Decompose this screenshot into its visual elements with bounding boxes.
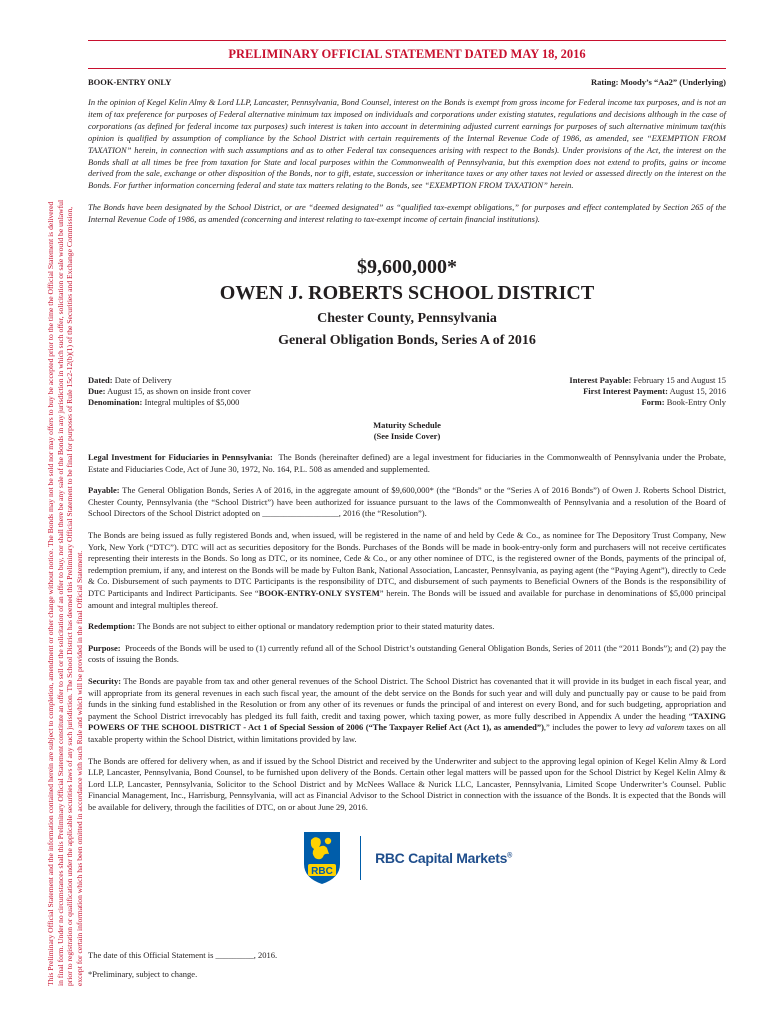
body (88, 452, 726, 813)
section-text: Proceeds of the Bonds will be used to (1) currently refund all of the School District’s outstanding General Obligation Bonds, Series of 2011 (the “2011 Bonds”); and (2) pay the costs of issuing the Bonds. (88, 642, 727, 665)
interest-value: February 15 and August 15 (633, 375, 726, 386)
official-statement-date: The date of this Official Statement is _________, 2016. (88, 950, 278, 960)
interest-label: Interest Payable: (569, 375, 632, 386)
redemption-paragraph (88, 621, 726, 633)
dated-value: Date of Delivery (114, 375, 172, 386)
brand-name (375, 850, 512, 866)
denomination-value: Integral multiples of $5,000 (144, 397, 240, 408)
shield-text: RBC (311, 865, 333, 877)
rbc-logo (88, 830, 726, 886)
tax-opinion: In the opinion of Kegel Kelin Almy & Lord LLP, Lancaster, Pennsylvania, Bond Counsel, interest on the Bonds is exempt from gross income for Federal income tax purposes, and is not an item of tax preference for purposes of Federal alternative minimum tax imposed on individuals and corporations under existing statutes, regulations and decisions although in the case of corporations (as defined for federal income tax purposes) such interest is taken into account in determining adjusted current earnings for purposes of such alternative minimum tax(this opinion is qualified by assumption of compliance by the School District with certain requirements of the Internal Revenue Code of 1986, as amended, see “EXEMPTION FROM TAXATION” herein, in connection with such assumptions and as to other Federal tax consequences arising with respect to the Bonds). Under provisions of the Act, the interest on the Bonds shall at all times be free from taxation for State and local purposes within the Commonwealth of Pennsylvania, but this exemption does not extend to profits, gains or income derived from the sale, exchange or other disposition of the Bonds, nor to gift, estate, succession or inheritance taxes or any other taxes not levied or assessed directly on the interest on the Bonds. For further information concerning federal and state tax matters relating to the Bonds, see “EXEMPTION FROM TAXATION” herein. (88, 97, 726, 191)
first-interest-label: First Interest Payment: (583, 386, 668, 397)
preliminary-footnote: *Preliminary, subject to change. (88, 969, 198, 979)
section-label: Legal Investment for Fiduciaries in Pennsylvania: (88, 452, 273, 463)
preliminary-title: PRELIMINARY OFFICIAL STATEMENT DATED MAY 18, 2016 (228, 47, 586, 61)
legal-investment-paragraph (88, 452, 726, 475)
offering-paragraph: The Bonds are offered for delivery when, as and if issued by the School District and received by the Underwriter and subject to the approving legal opinion of Kegel Kelin Almy & Lord LLP, Lancaster, Pennsylvania, Bond Counsel, to be furnished upon delivery of the Bonds. Certain other legal matters will be passed upon for the School District by Kegel Kelin Almy & Lord LLP, Lancaster, Pennsylvania, Solicitor to the School District and by McNees Wallace & Nurick LLC, Lancaster, Pennsylvania, Limited Scope Underwriter’s Counsel. Public Financial Management, Inc., Harrisburg, Pennsylvania, will act as Financial Advisor to the School District in connection with the issuance of the Bonds. It is expected that the Bonds will be available for delivery, through the facilities of DTC, on or about June 29, 2016. (88, 755, 726, 812)
maturity-schedule (88, 420, 726, 442)
dated-label: Dated: (88, 375, 113, 386)
first-interest-value: August 15, 2016 (669, 386, 726, 397)
section-text: The Bonds (hereinafter defined) are a legal investment for fiduciaries in the Commonwealth of Pennsylvania under the Probate, Estate and Fiduciaries Code, Act of June 30, 1972, No. 164, P.L. 508 as amended and supplemented. (88, 452, 726, 474)
section-emphasis: BOOK-ENTRY-ONLY SYSTEM (258, 588, 380, 598)
legend-line: prior to registration or qualification under the applicable securities laws of any such jurisdiction. The School District has deemed this Preliminary Official Statement to be final for purposes of Rule 15c2-12(b)(1) of the Securities and Exchange Commission, (65, 206, 75, 986)
section-label: Security: (88, 675, 122, 686)
section-label: Payable: (88, 485, 120, 496)
rbc-shield-icon (302, 830, 342, 886)
denomination-label: Denomination: (88, 397, 143, 408)
form-value: Book-Entry Only (666, 397, 726, 408)
header-line (88, 77, 726, 87)
purpose-paragraph (88, 643, 726, 666)
brand-text: RBC Capital Markets (375, 849, 508, 866)
title-rule (88, 68, 726, 69)
terms-block (88, 375, 726, 408)
district-name: OWEN J. ROBERTS SCHOOL DISTRICT (219, 282, 595, 305)
legend-line: except for certain information which has been omitted in accordance with such Rule and which will be provided in the final Official Statement. (74, 550, 84, 986)
legend-line: This Preliminary Official Statement and the information contained herein are subject to completion, amendment or other change without notice. The Bonds may not be sold nor may offers to buy be accepted prior to the time the Official Statement is delivered (46, 201, 55, 986)
section-text: The Bonds are not subject to either optional or mandatory redemption prior to their stated maturity dates. (137, 621, 495, 632)
section-text: The Bonds are payable from tax and other general revenues of the School District. The School District has covenanted that it will provide in its budget in each fiscal year, and will appropriate from its general revenues in each such fiscal year, the amount of the debt service on the Bonds for such year and will duly and punctually pay or cause to be paid from funds in the sinking fund established in the Resolution or from any other of its revenues or funds the principal of and interest on every Bond, and for such budgeting, appropriation and payment the School District irrevocably has pledged its full faith, credit and taxing power, which taxing power, as more fully described in Appendix A under the heading “ (88, 675, 726, 721)
book-entry-label: BOOK-ENTRY ONLY (88, 77, 172, 87)
section-text: The Bonds are being issued as fully registered Bonds and, when issued, will be registered in the name of and held by Cede & Co., as nominee for The Depository Trust Company, New York, New York (“DTC”). DTC will act as securities depository for the Bonds. Purchases of the Bonds will be made in book-entry-only form and purchasers will not receive certificates representing their interests in the Bonds. So long as DTC, or its nominee, Cede & Co., or any other nominee of DTC, is the registered owner of the Bonds, payments of the principal of, redemption premium, if any, and interest on the Bonds will be made by Fulton Bank, National Association, Lancaster, Pennsylvania, as paying agent (the “Paying Agent”), directly to Cede & Co. Disbursement of such payments to DTC Participants is the responsibility of DTC, and disbursement of such payments to Beneficial Owners of the Bonds is the responsibility of DTC Participants and Indirect Participants. See “ (88, 530, 726, 598)
section-italic: ad valorem (645, 722, 685, 733)
issue-amount: $9,600,000* (357, 256, 457, 279)
logo-divider (360, 836, 361, 880)
county-name: Chester County, Pennsylvania (317, 311, 497, 327)
payable-paragraph (88, 485, 726, 520)
form-label: Form: (641, 397, 665, 408)
rating-label: Rating: Moody’s “Aa2” (Underlying) (591, 77, 726, 87)
terms-right (569, 375, 726, 408)
section-text: ” herein. The Bonds will be issued and available for purchase in denominations of $5,000 principal amount and integral multiples thereof. (88, 588, 726, 610)
section-label: Purpose: (88, 642, 121, 653)
maturity-title: Maturity Schedule (373, 420, 441, 431)
page (88, 40, 726, 886)
top-rule (88, 40, 726, 41)
section-emphasis: TAXING POWERS OF THE SCHOOL DISTRICT - Act 1 of Special Session of 2006 (“The Taxpayer Relief Act (Act 1), as amended”) (88, 710, 726, 733)
legend-line: in final form. Under no circumstances shall this Preliminary Official Statement constitute an offer to sell or the solicitation of an offer to buy, nor shall there be any sale of the Bonds in any jurisdiction in which such offer, solicitation or sale would be unlawful (55, 199, 65, 986)
section-text: taxes on all taxable property within the School District, within limitations provided by law. (88, 722, 726, 744)
dtc-paragraph (88, 530, 726, 611)
series-name: General Obligation Bonds, Series A of 2016 (278, 333, 536, 349)
designation-paragraph: The Bonds have been designated by the School District, or are “deemed designated” as “qualified tax-exempt obligations,” for purposes and effect contemplated by Section 265 of the Internal Revenue Code of 1986, as amended (concerning and interest relating to tax-exempt income of certain financial institutions). (88, 202, 726, 225)
due-label: Due: (88, 386, 106, 397)
brand-reg: ® (507, 851, 512, 859)
side-legend (46, 42, 86, 986)
due-value: August 15, as shown on inside front cover (107, 386, 251, 397)
terms-left (88, 375, 251, 408)
security-paragraph (88, 676, 726, 746)
section-text: ,” includes the power to levy (543, 722, 646, 733)
maturity-note: (See Inside Cover) (373, 431, 441, 442)
section-label: Redemption: (88, 621, 136, 632)
section-text: The General Obligation Bonds, Series A of 2016, in the aggregate amount of $9,600,000* (the “Bonds” or the “Series A of 2016 Bonds”) of Owen J. Roberts School District, Chester County, Pennsylvania (the “School District”) have been authorized for issuance pursuant to the laws of the Commonwealth of Pennsylvania and a resolution of the Board of School Directors of the School District adopted on __________________, 2016 (the “Resolution”). (88, 485, 726, 519)
